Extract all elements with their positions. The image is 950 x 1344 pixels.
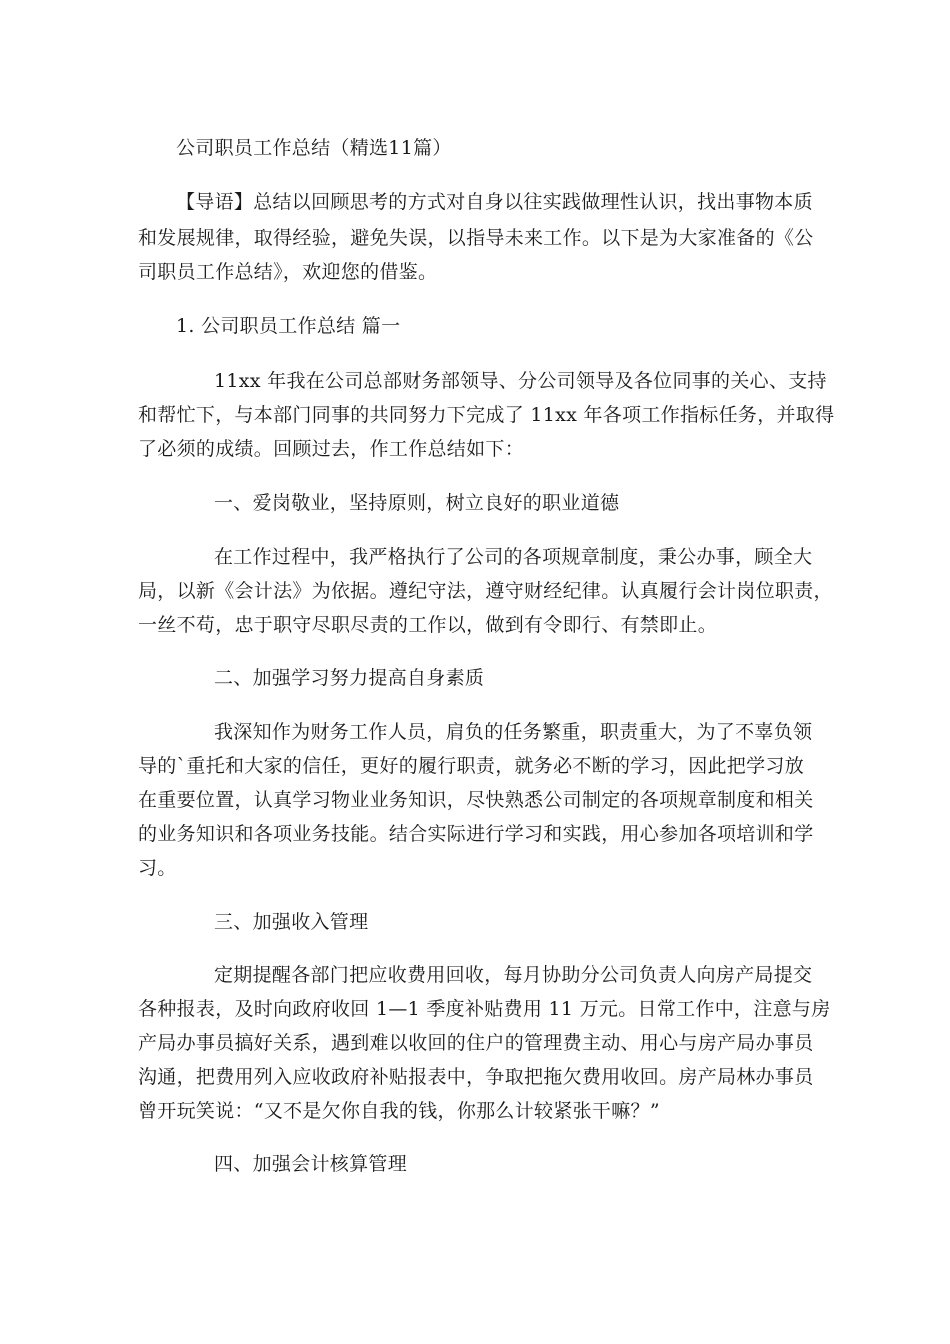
para3-line-3: 在重要位置，认真学习物业业务知识，尽快熟悉公司制定的各项规章制度和相关 (138, 789, 814, 811)
para4-line-1: 定期提醒各部门把应收费用回收，每月协助分公司负责人向房产局提交 (214, 964, 813, 986)
subheading-1: 一、爱岗敬业，坚持原则，树立良好的职业道德 (214, 492, 620, 514)
para4-line-5: 曾开玩笑说：“又不是欠你自我的钱，你那么计较紧张干嘛？” (138, 1100, 660, 1122)
intro-line-1: 【导语】总结以回顾思考的方式对自身以往实践做理性认识，找出事物本质 (176, 191, 813, 213)
para3-line-5: 习。 (138, 857, 177, 879)
para1-line-2: 和帮忙下，与本部门同事的共同努力下完成了 11xx 年各项工作指标任务，并取得 (138, 404, 835, 426)
subheading-2: 二、加强学习努力提高自身素质 (214, 667, 485, 689)
para2-line-1: 在工作过程中，我严格执行了公司的各项规章制度，秉公办事，顾全大 (214, 546, 813, 568)
para3-line-2: 导的`重托和大家的信任，更好的履行职责，就务必不断的学习，因此把学习放 (138, 755, 805, 777)
para1-line-3: 了必须的成绩。回顾过去，作工作总结如下： (138, 438, 525, 460)
intro-line-2: 和发展规律，取得经验，避免失误，以指导未来工作。以下是为大家准备的《公 (138, 227, 814, 249)
para4-line-3: 产局办事员搞好关系，遇到难以收回的住户的管理费主动、用心与房产局办事员 (138, 1032, 814, 1054)
subheading-4: 四、加强会计核算管理 (214, 1153, 408, 1175)
para1-line-1: 11xx 年我在公司总部财务部领导、分公司领导及各位同事的关心、支持 (214, 370, 827, 392)
para3-line-4: 的业务知识和各项业务技能。结合实际进行学习和实践，用心参加各项培训和学 (138, 823, 814, 845)
para4-line-2: 各种报表，及时向政府收回 1—1 季度补贴费用 11 万元。日常工作中，注意与房 (138, 998, 831, 1020)
intro-line-3: 司职员工作总结》，欢迎您的借鉴。 (138, 261, 438, 283)
document-title: 公司职员工作总结（精选11篇） (176, 137, 452, 159)
subheading-3: 三、加强收入管理 (214, 911, 369, 933)
para2-line-3: 一丝不苟，忠于职守尽职尽责的工作以，做到有令即行、有禁即止。 (138, 614, 718, 636)
para2-line-2: 局，以新《会计法》为依据。遵纪守法，遵守财经纪律。认真履行会计岗位职责， (138, 580, 833, 602)
para3-line-1: 我深知作为财务工作人员，肩负的任务繁重，职责重大，为了不辜负领 (214, 721, 813, 743)
section-heading-1: 1. 公司职员工作总结 篇一 (176, 315, 401, 337)
para4-line-4: 沟通，把费用列入应收政府补贴报表中，争取把拖欠费用收回。房产局林办事员 (138, 1066, 814, 1088)
